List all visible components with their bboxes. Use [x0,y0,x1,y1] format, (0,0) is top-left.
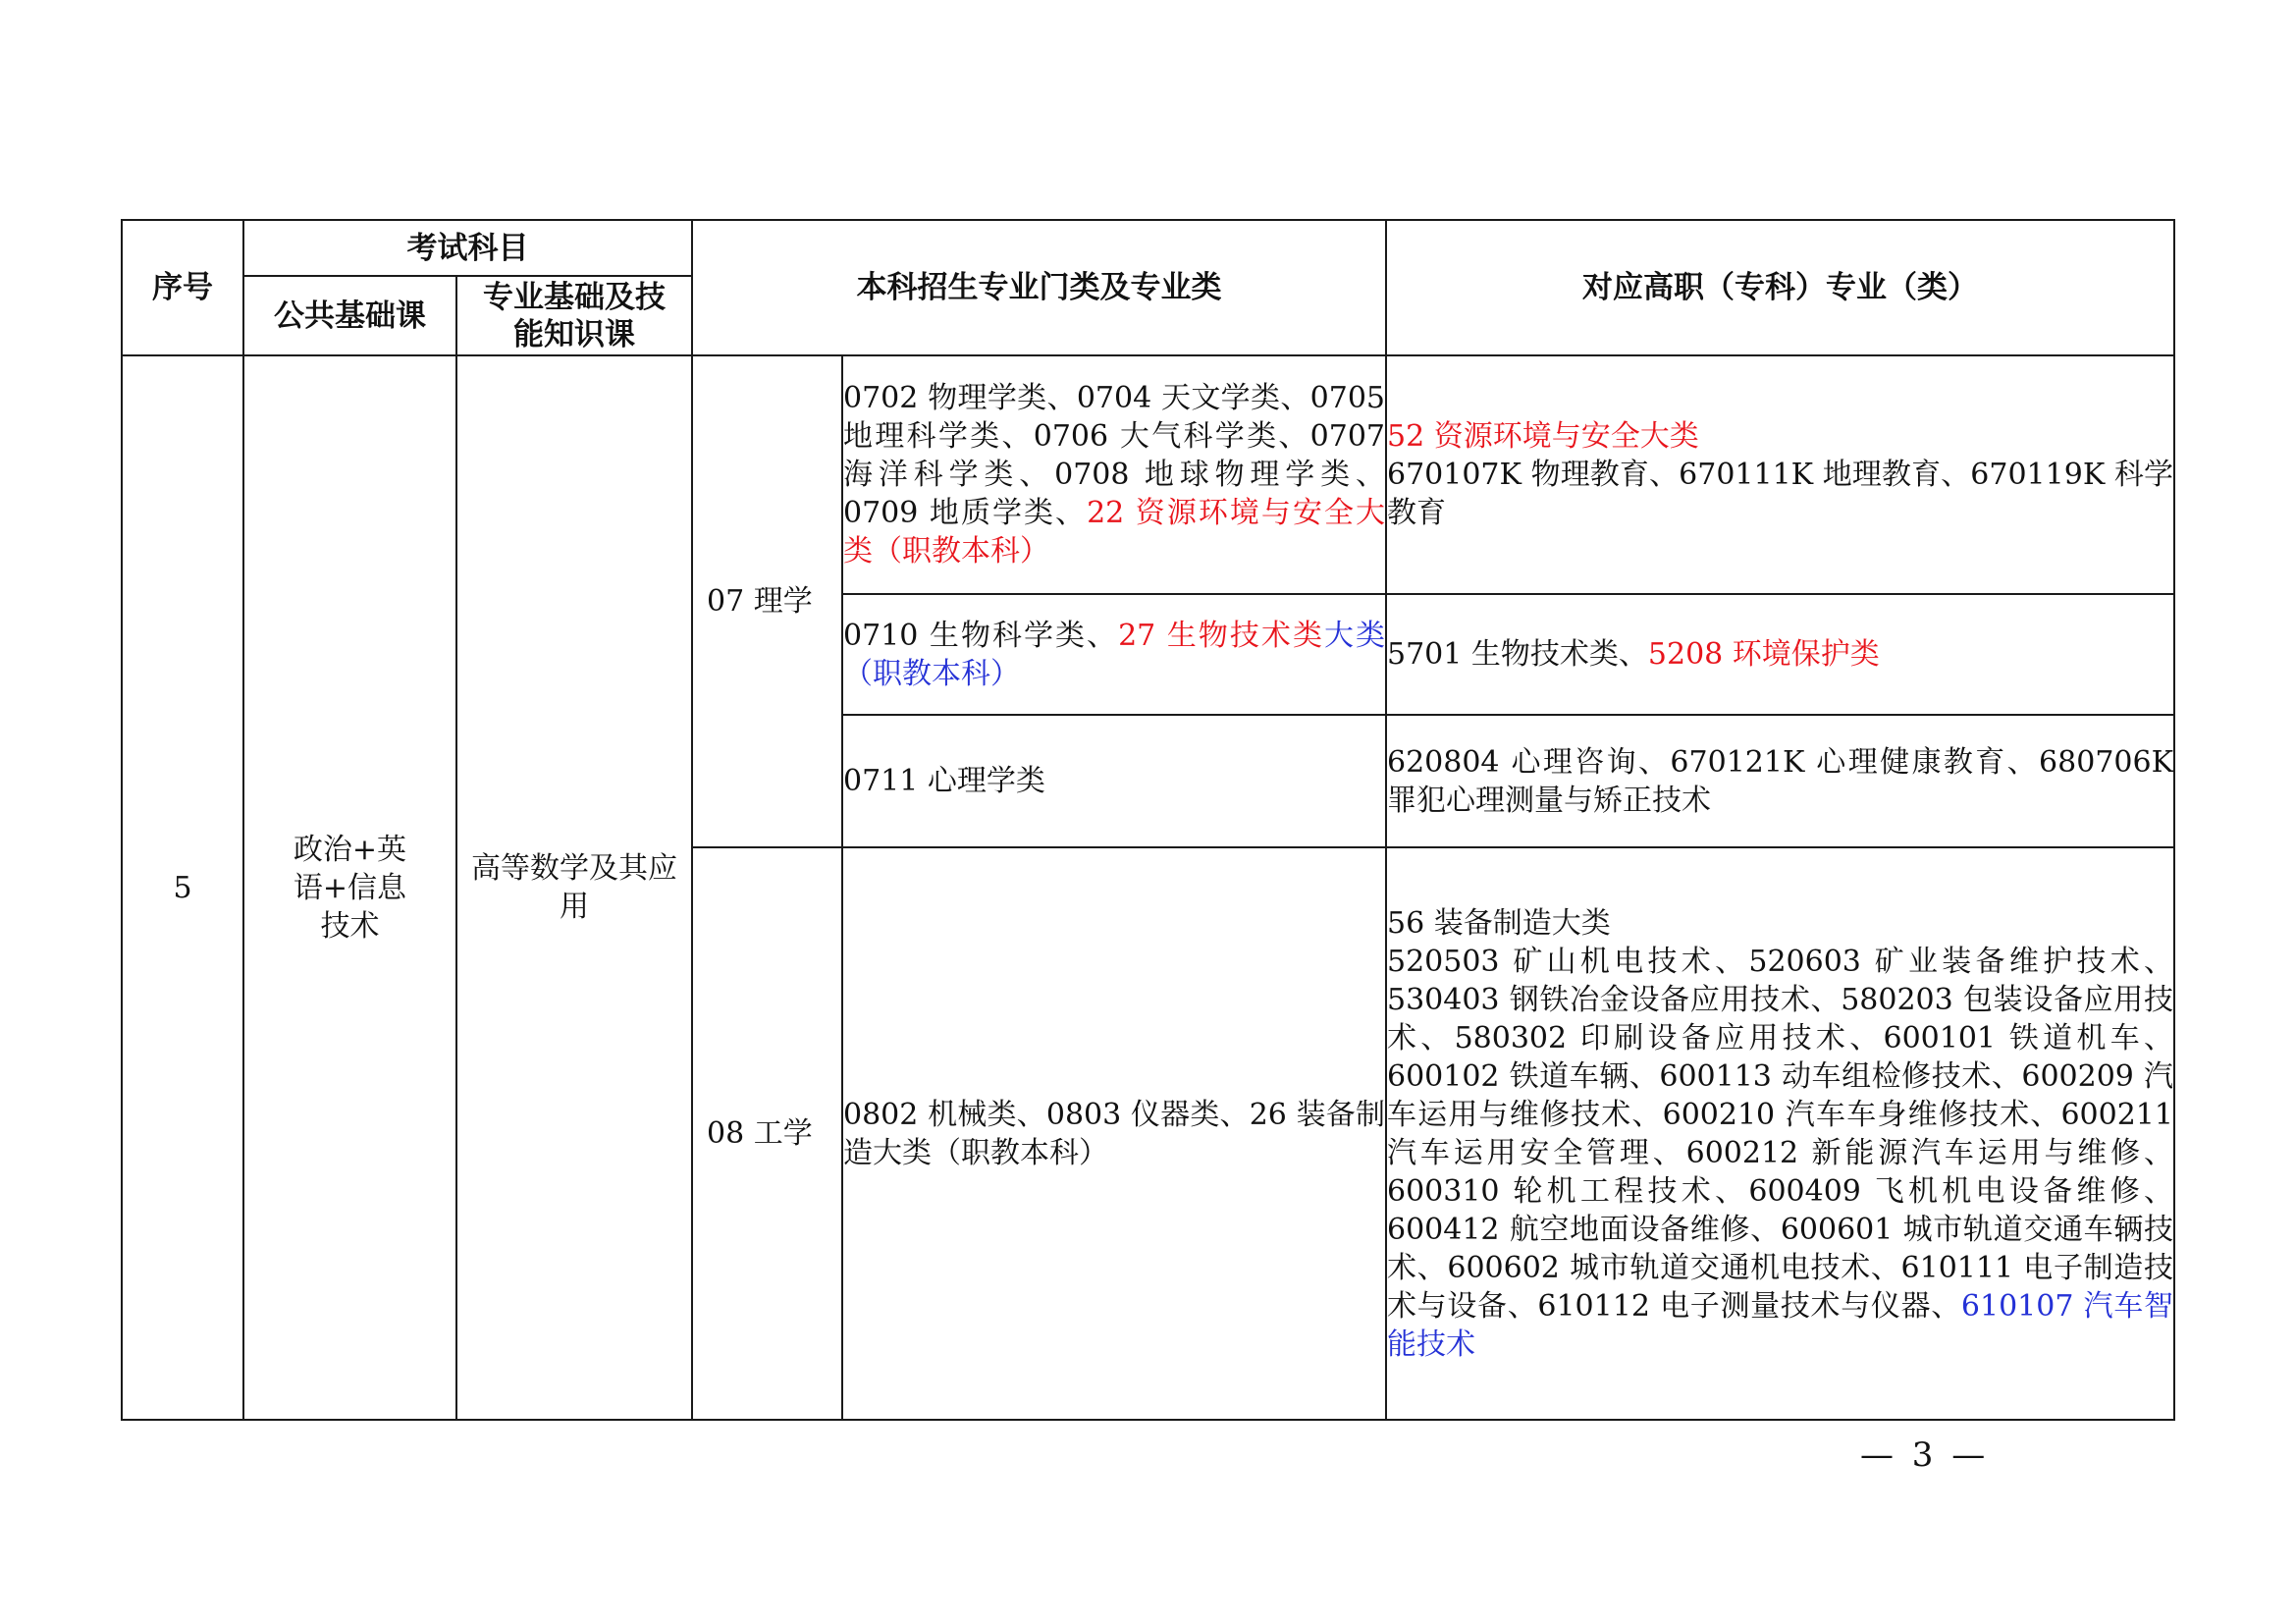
text-segment: 0702 物理学类、0704 天文学类、0705 地理科学类、0706 大气科学类、0707 海洋科学类、0708 地球物理学类、0709 地质学类、 [843,381,1385,530]
undergrad-cell [842,355,1386,594]
row-professional-course: 高等数学及其应用 [456,355,692,1420]
text-segment: 52 资源环境与安全大类 [1387,419,1699,454]
undergrad-cell [842,715,1386,847]
header-public-course: 公共基础课 [243,276,456,355]
text-segment: 27 生物技术类 [1118,618,1324,653]
text-segment: 610107 汽车智能技术 [1387,1288,2173,1362]
text-segment: 5208 环境保护类 [1647,637,1880,672]
header-exam-subjects: 考试科目 [243,220,692,276]
vocational-cell [1386,847,2174,1420]
vocational-cell [1386,715,2174,847]
undergrad-cell [842,594,1386,715]
text-segment: 0711 心理学类 [843,764,1045,798]
row-seq: 5 [122,355,243,1420]
category-science: 07 理学 [692,355,842,847]
text-segment: 620804 心理咨询、670121K 心理健康教育、680706K 罪犯心理测量与矫正技术 [1387,744,2173,818]
text-segment: 56 装备制造大类 [1387,905,1611,941]
category-engineering: 08 工学 [692,847,842,1420]
row-public-course: 政治+英语+信息技术 [243,355,456,1420]
majors-table [121,219,2175,1421]
undergrad-cell [842,847,1386,1420]
header-undergrad-majors: 本科招生专业门类及专业类 [692,220,1386,355]
header-seq: 序号 [122,220,243,355]
text-segment: 670107K 物理教育、670111K 地理教育、670119K 科学教育 [1387,458,2173,530]
page-number: — 3 — [1860,1435,1990,1475]
text-segment: 大类（职教本科） [843,618,1386,691]
vocational-cell [1386,355,2174,594]
text-segment: 0802 机械类、0803 仪器类、26 装备制造大类（职教本科） [843,1097,1385,1170]
header-vocational-majors: 对应高职（专科）专业（类） [1386,220,2174,355]
header-professional-course: 专业基础及技能知识课 [456,276,692,355]
text-segment: 5701 生物技术类、 [1387,637,1648,672]
vocational-cell [1386,594,2174,715]
text-segment: 22 资源环境与安全大类（职教本科） [843,496,1385,568]
text-segment: 520503 矿山机电技术、520603 矿业装备维护技术、530403 钢铁冶金设备应用技术、580203 包装设备应用技术、580302 印刷设备应用技术、600101 铁道机车、600102 铁道车辆、600113 动车组检修技术、600209 汽车运用与维修技术、600210 汽车车身维修技术、600211 汽车运用安全管理、600212 新能源汽车运用与维修、600310 轮机工程技术、600409 飞机机电设备维修、600412 航空地面设备维修、600601 城市轨道交通车辆技术、600602 城市轨道交通机电技术、610111 电子制造技术与设备、610112 电子测量技术与仪器、 [1387,944,2173,1324]
text-segment: 0710 生物科学类、 [843,618,1119,653]
